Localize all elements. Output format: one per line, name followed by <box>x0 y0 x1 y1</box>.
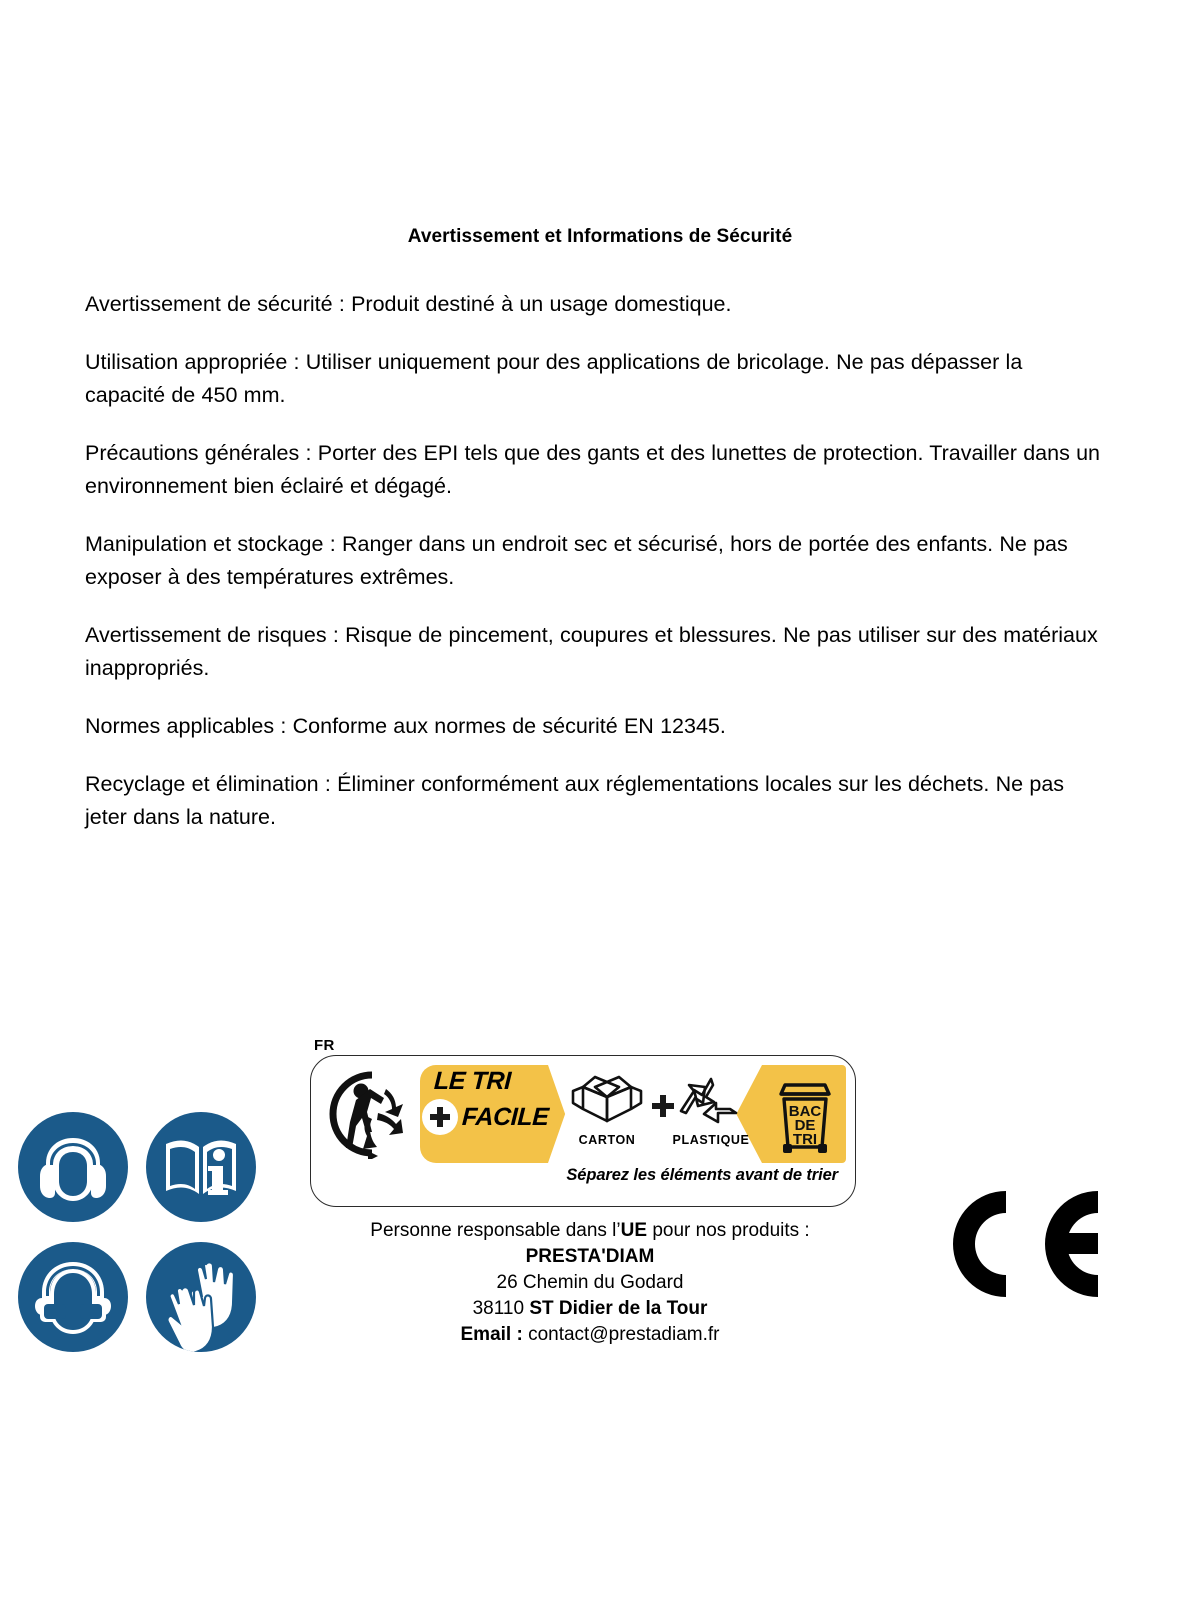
heading-suffix: pour nos produits : <box>647 1220 810 1241</box>
safety-paragraph-precautions: Précautions générales : Porter des EPI tels que des gants et des lunettes de protection. Travailler dans un environnement bien éclairé et dégagé. <box>85 441 1101 498</box>
ce-conformity-mark <box>938 1185 1098 1303</box>
triman-sorting-man-icon <box>328 1069 416 1159</box>
responsible-person-block <box>300 1218 880 1348</box>
material-plus-icon <box>652 1095 674 1117</box>
material-carton <box>568 1073 646 1157</box>
responsible-person-heading <box>300 1218 880 1244</box>
heading-prefix: Personne responsable dans l <box>370 1220 617 1241</box>
safety-paragraph-standards: Normes applicables : Conforme aux normes de sécurité EN 12345. <box>85 714 726 738</box>
hand-protection-icon <box>146 1242 256 1352</box>
page-title: Avertissement et Informations de Sécurité <box>407 226 793 247</box>
triman-country-code: FR <box>314 1037 335 1054</box>
triman-banner <box>420 1065 846 1163</box>
eye-protection-icon <box>18 1242 128 1352</box>
safety-paragraph-recycling: Recyclage et élimination : Éliminer conformément aux réglementations locales sur les déchets. Ne pas jeter dans la nature. <box>85 772 1065 829</box>
city-name: ST Didier de la Tour <box>529 1298 708 1319</box>
company-street-text: 26 Chemin du Godard <box>496 1272 684 1293</box>
read-instructions-icon <box>146 1112 256 1222</box>
triman-content <box>320 1065 846 1163</box>
tri-plus-badge-icon <box>422 1099 458 1135</box>
email-address: contact@prestadiam.fr <box>528 1324 720 1345</box>
tri-line-1: LE TRI <box>433 1067 512 1095</box>
carton-box-icon <box>568 1073 646 1131</box>
material-plastique <box>672 1073 750 1157</box>
safety-paragraph-handling: Manipulation et stockage : Ranger dans un endroit sec et sécurisé, hors de portée des enfants. Ne pas exposer à des températures extrêmes. <box>85 532 1068 589</box>
bin-line-3: TRI <box>792 1131 818 1148</box>
company-city-line <box>300 1296 880 1322</box>
safety-paragraph-proper-use: Utilisation appropriée : Utiliser uniquement pour des applications de bricolage. Ne pas dépasser la capacité de 450 mm. <box>85 350 1023 407</box>
material-carton-label: CARTON <box>578 1133 636 1147</box>
bin-line-1: BAC <box>788 1103 822 1120</box>
email-label: Email : <box>460 1324 529 1345</box>
triman-caption: Séparez les éléments avant de trier <box>566 1166 838 1184</box>
safety-paragraph-warning: Avertissement de sécurité : Produit destiné à un usage domestique. <box>85 292 732 316</box>
bin-line-2: DE <box>794 1117 816 1134</box>
material-plastique-label: PLASTIQUE <box>672 1133 750 1147</box>
safety-information-body <box>85 288 1107 834</box>
recycling-triangle-icon <box>672 1073 750 1131</box>
company-name: PRESTA'DIAM <box>525 1246 655 1267</box>
triman-recycling-label <box>310 1038 858 1210</box>
ppe-pictogram-group <box>18 1112 268 1360</box>
postal-code: 38110 <box>472 1298 530 1319</box>
heading-ue: UE <box>620 1220 648 1241</box>
bac-de-tri-bin-icon <box>772 1071 838 1159</box>
ear-protection-icon <box>18 1112 128 1222</box>
company-email-line <box>300 1322 880 1348</box>
heading-apostrophe: ’ <box>616 1220 621 1241</box>
tri-line-2: FACILE <box>461 1103 550 1131</box>
company-street <box>300 1270 880 1296</box>
safety-paragraph-risks: Avertissement de risques : Risque de pincement, coupures et blessures. Ne pas utiliser sur des matériaux inappropriés. <box>85 623 1098 680</box>
